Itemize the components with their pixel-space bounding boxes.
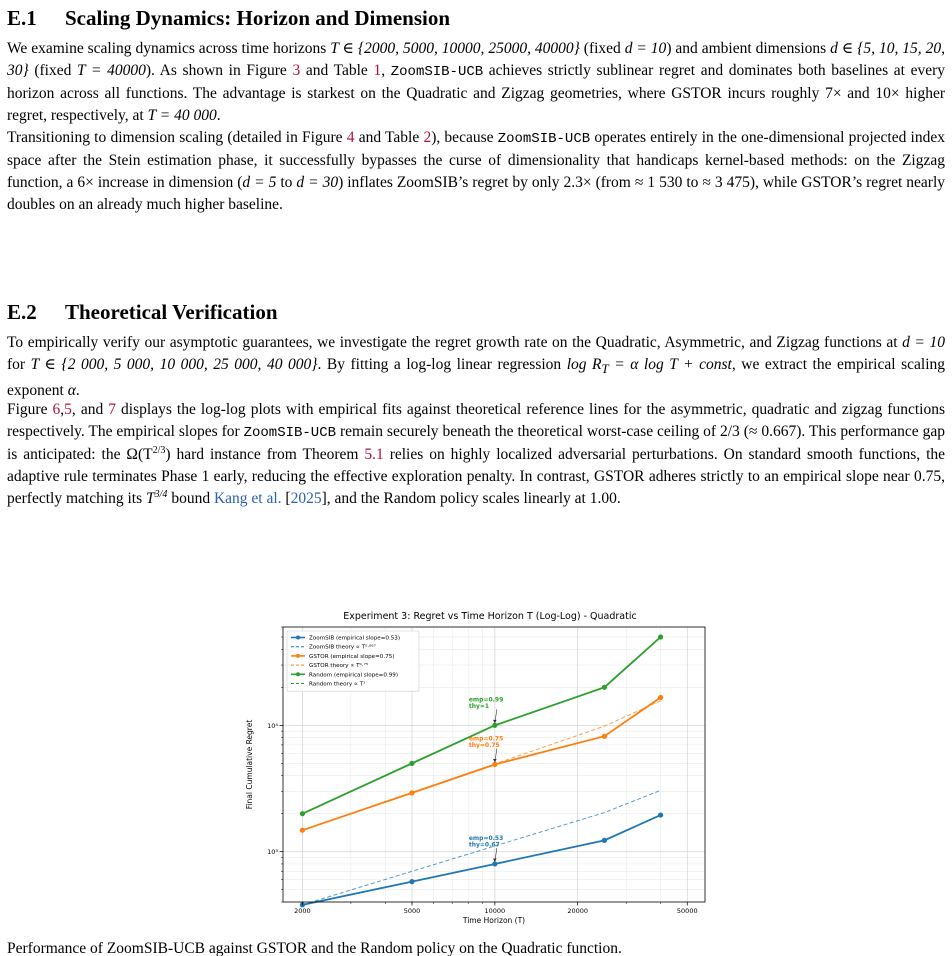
text: ). As shown in Figure	[145, 62, 293, 79]
data-point	[658, 695, 663, 700]
text: bound	[167, 490, 214, 507]
math-part: T	[146, 490, 155, 507]
data-point	[658, 812, 663, 817]
method-name: ZoomSIB-UCB	[390, 64, 484, 80]
paragraph-dimension-scaling	[7, 127, 945, 216]
text: remain securely beneath the theoretical worst-case ceiling of 2/3 (≈ 0.667). This performance gap is anticipated: the	[7, 423, 945, 463]
y-tick-label: 10⁴	[267, 721, 278, 730]
legend-label: Random (empirical slope=0.99)	[309, 672, 399, 679]
text: ], and the Random policy scales linearly at 1.00.	[321, 490, 621, 507]
method-name: ZoomSIB-UCB	[243, 425, 337, 441]
math: d = 30	[296, 174, 339, 191]
y-axis-label: Final Cumulative Regret	[245, 719, 254, 810]
text: Figure	[7, 401, 53, 418]
paragraph-horizon-scaling	[7, 38, 945, 127]
text: ,	[381, 62, 391, 79]
section-heading-e2	[7, 299, 278, 325]
text: , and	[71, 401, 109, 418]
math-subscript: T	[601, 361, 609, 377]
theorem-ref-link[interactable]: 5.1	[364, 446, 384, 463]
text: relies on highly localized adversarial perturbations. On standard smooth functions, the adaptive rule terminates Phase 1 early, reducing the effective exploration penalty. In contrast, GSTOR adheres strictly to an empirical slope near 0.75, perfectly matching its	[7, 446, 946, 507]
math: d = 10	[624, 40, 667, 57]
text: displays the log-log plots with empirical fits against theoretical reference lines for the asymmetric, quadratic and zigzag functions respectively. The empirical slopes for	[7, 401, 945, 440]
legend	[287, 631, 419, 691]
text: [	[281, 490, 291, 507]
figure-caption: Performance of ZoomSIB-UCB against GSTOR and the Random policy on the Quadratic function.	[7, 940, 622, 956]
math: T ∈ {2 000, 5 000, 10 000, 25 000, 40 000}	[30, 356, 318, 373]
text: hard instance from Theorem	[170, 446, 365, 463]
annotation-thy: thy=1	[468, 702, 490, 710]
legend-label: GSTOR theory ∝ T⁰·⁷⁵	[309, 663, 369, 670]
math: d ∈ {5, 10, 15, 20, 30}	[7, 40, 945, 79]
figure-ref-link[interactable]: 3	[292, 62, 301, 79]
section-number: E.2	[7, 300, 37, 324]
text: operates entirely in the one-dimensional projected index space after the Stein estimation phase, it successfully bypasses the curse of dimensionality that handicaps kernel-based methods: on the Zigzag function, a 6× increase in dimension (	[7, 129, 945, 191]
paragraph-verification	[7, 332, 945, 402]
data-point	[409, 879, 414, 884]
math: T ∈ {2000, 5000, 10000, 25000, 40000}	[330, 40, 580, 57]
citation-author-link[interactable]: Kang et al.	[213, 490, 282, 507]
math-part: log R	[566, 356, 602, 373]
annotation-emp: emp=0.75	[468, 735, 504, 743]
text: achieves strictly sublinear regret and dominates both baselines at every horizon across all functions. The advantage is starkest on the Quadratic and Zigzag geometries, where GSTOR incurs roughly 7× and 10× higher regret, respectively, at	[7, 62, 945, 124]
x-tick-label: 50000	[676, 907, 698, 915]
math: T = 40000	[77, 62, 146, 79]
section-title: Scaling Dynamics: Horizon and Dimension	[65, 6, 451, 30]
method-name: ZoomSIB-UCB	[497, 131, 591, 147]
text: ) inflates ZoomSIB’s regret by only 2.3× (from ≈ 1 530 to ≈ 3 475), while GSTOR’s regret nearly doubles on an already much higher baseline.	[7, 174, 946, 213]
section-heading-e1	[7, 5, 450, 31]
math: d = 10	[902, 334, 945, 351]
text: to	[276, 174, 297, 191]
text: To empirically verify our asymptotic guarantees, we investigate the regret growth rate on the Quadratic, Asymmetric, and Zigzag functions at	[7, 334, 903, 351]
legend-label: ZoomSIB (empirical slope=0.53)	[309, 635, 401, 642]
math	[566, 356, 732, 377]
text: ) and ambient dimensions	[666, 40, 831, 57]
legend-marker	[296, 636, 300, 640]
table-ref-link[interactable]: 1	[373, 62, 382, 79]
text: (fixed	[579, 40, 625, 57]
math	[126, 446, 170, 463]
legend-label: GSTOR (empirical slope=0.75)	[309, 653, 395, 660]
math-part: = α log T + const	[608, 356, 732, 373]
text: (fixed	[28, 62, 77, 79]
annotation-emp: emp=0.99	[468, 696, 504, 704]
text: for	[7, 356, 31, 373]
x-tick-label: 5000	[403, 907, 421, 915]
x-axis-label: Time Horizon (T)	[462, 916, 526, 925]
section-number: E.1	[7, 6, 37, 30]
x-tick-label: 2000	[294, 907, 311, 915]
y-tick-label: 10³	[267, 848, 278, 857]
data-point	[602, 734, 607, 739]
data-point	[300, 828, 305, 833]
text: Transitioning to dimension scaling (detailed in Figure	[7, 129, 347, 146]
text: , we extract the empirical scaling exponent	[7, 356, 945, 400]
text: We examine scaling dynamics across time horizons	[7, 40, 331, 57]
legend-label: Random theory ∝ T¹	[309, 681, 366, 688]
math: d = 5	[242, 174, 277, 191]
text: .	[75, 382, 80, 400]
annotation-thy: thy=0.67	[468, 841, 500, 849]
figure-ref-link[interactable]: 5	[64, 401, 72, 418]
text: . By fitting a log-log linear regression	[317, 356, 567, 373]
legend-label: ZoomSIB theory ∝ T⁰·⁶⁶⁷	[309, 644, 376, 651]
legend-marker	[296, 654, 300, 658]
figure-ref-link[interactable]: 7	[108, 401, 116, 418]
data-point	[658, 634, 663, 639]
math	[146, 490, 167, 507]
loglog-chart	[240, 605, 710, 927]
math-superscript: 2/3	[152, 444, 166, 456]
figure-ref-link[interactable]: 4	[346, 129, 355, 146]
citation-year-link[interactable]: 2025	[290, 490, 322, 507]
section-title: Theoretical Verification	[65, 300, 278, 324]
figure-regret-vs-horizon	[240, 605, 710, 927]
data-point	[492, 861, 497, 866]
math: α	[67, 382, 76, 400]
x-tick-label: 20000	[567, 907, 589, 915]
figure-ref-link[interactable]: 6	[52, 401, 61, 418]
text: .	[216, 107, 221, 124]
math-superscript: 3/4	[154, 488, 168, 500]
text: and Table	[354, 129, 424, 146]
table-ref-link[interactable]: 2	[423, 129, 432, 146]
chart-title: Experiment 3: Regret vs Time Horizon T (Log-Log) - Quadratic	[343, 611, 637, 622]
text: ), because	[431, 129, 498, 146]
legend-marker	[296, 672, 300, 676]
paragraph-loglog-plots	[7, 399, 945, 510]
annotation-thy: thy=0.75	[468, 741, 500, 749]
math: T = 40 000	[147, 107, 217, 124]
annotation-emp: emp=0.53	[468, 834, 504, 842]
text: ,	[60, 401, 65, 418]
data-point	[602, 838, 607, 843]
text: and Table	[300, 62, 374, 79]
math-part: Ω(T	[126, 446, 153, 463]
x-tick-label: 10000	[484, 907, 506, 915]
math-part: )	[165, 446, 171, 463]
